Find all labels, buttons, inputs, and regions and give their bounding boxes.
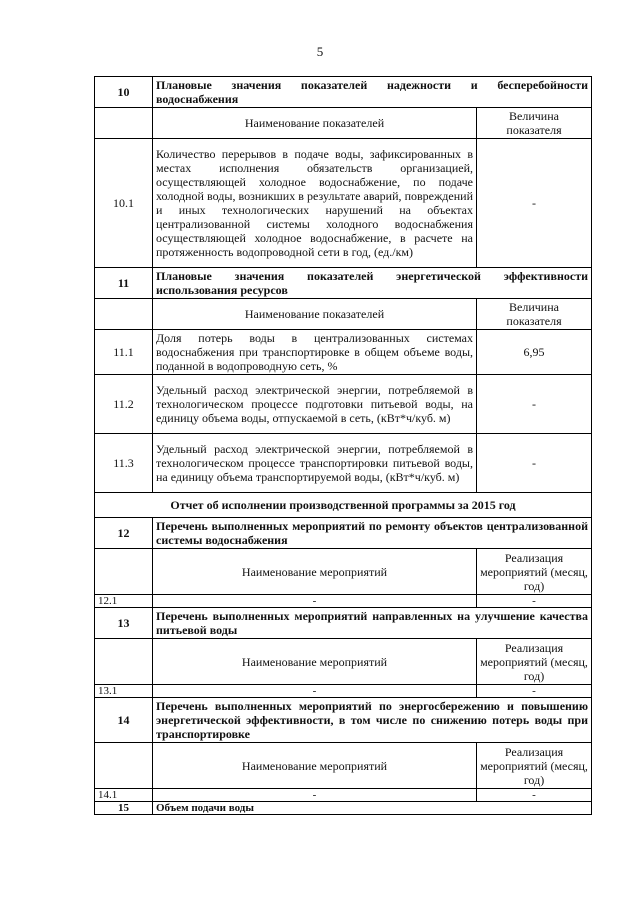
data-row-11-2 xyxy=(95,375,592,434)
section-title: Перечень выполненных мероприятий направленных на улучшение качества питьевой воды xyxy=(153,608,592,639)
activity-name: - xyxy=(153,789,477,802)
report-title: Отчет об исполнении производственной программы за 2015 год xyxy=(95,493,592,518)
program-table xyxy=(94,76,592,815)
row-number: 11.1 xyxy=(95,330,153,375)
row-number: 14.1 xyxy=(95,789,153,802)
row-number: 13.1 xyxy=(95,685,153,698)
activity-name: - xyxy=(153,595,477,608)
column-header-value: Величина показателя xyxy=(477,299,592,330)
indicator-value: 6,95 xyxy=(477,330,592,375)
activity-date: - xyxy=(477,595,592,608)
section-number: 15 xyxy=(95,802,153,815)
column-header-value: Реализация мероприятий (месяц, год) xyxy=(477,549,592,595)
header-row-13 xyxy=(95,639,592,685)
indicator-value: - xyxy=(477,434,592,493)
column-header-name: Наименование мероприятий xyxy=(153,743,477,789)
activity-date: - xyxy=(477,685,592,698)
column-header-name: Наименование мероприятий xyxy=(153,639,477,685)
header-row-12 xyxy=(95,549,592,595)
indicator-name: Доля потерь воды в централизованных системах водоснабжения при транспортировке в общем объеме воды, поданной в водопроводную сеть, % xyxy=(153,330,477,375)
activity-name: - xyxy=(153,685,477,698)
data-row-12-1 xyxy=(95,595,592,608)
column-header-name: Наименование показателей xyxy=(153,108,477,139)
indicator-value: - xyxy=(477,375,592,434)
section-number: 14 xyxy=(95,698,153,743)
section-number: 13 xyxy=(95,608,153,639)
activity-date: - xyxy=(477,789,592,802)
section-row-12 xyxy=(95,518,592,549)
row-number: 10.1 xyxy=(95,139,153,268)
column-header-name: Наименование показателей xyxy=(153,299,477,330)
data-row-14-1 xyxy=(95,789,592,802)
indicator-value: - xyxy=(477,139,592,268)
section-row-14 xyxy=(95,698,592,743)
column-header-value: Реализация мероприятий (месяц, год) xyxy=(477,743,592,789)
page-number: 5 xyxy=(316,44,324,59)
section-number: 11 xyxy=(95,268,153,299)
header-row-10 xyxy=(95,108,592,139)
data-row-11-3 xyxy=(95,434,592,493)
header-row-11 xyxy=(95,299,592,330)
data-row-11-1 xyxy=(95,330,592,375)
report-row xyxy=(95,493,592,518)
section-row-13 xyxy=(95,608,592,639)
indicator-name: Удельный расход электрической энергии, потребляемой в технологическом процессе транспортировки питьевой воды, на единицу объема транспортируемой воды, (кВт*ч/куб. м) xyxy=(153,434,477,493)
section-number: 10 xyxy=(95,77,153,108)
section-row-10 xyxy=(95,77,592,108)
section-title: Перечень выполненных мероприятий по энергосбережению и повышению энергетической эффективности, в том числе по снижению потерь воды при транспортировке xyxy=(153,698,592,743)
column-header-value: Реализация мероприятий (месяц, год) xyxy=(477,639,592,685)
data-row-13-1 xyxy=(95,685,592,698)
row-number: 11.3 xyxy=(95,434,153,493)
section-title: Плановые значения показателей надежности и бесперебойности водоснабжения xyxy=(153,77,592,108)
row-number: 11.2 xyxy=(95,375,153,434)
indicator-name: Количество перерывов в подаче воды, зафиксированных в местах исполнения обязательств организацией, осуществляющей холодное водоснабжение, по подаче холодной воды, возникших в результате аварий, повреждений и иных технологических нарушений на объектах централизованной системы холодного водоснабжения осуществляющей холодное водоснабжение, в расчете на протяженность водопроводной сети в год, (ед./км) xyxy=(153,139,477,268)
section-row-11 xyxy=(95,268,592,299)
row-number: 12.1 xyxy=(95,595,153,608)
section-title: Перечень выполненных мероприятий по ремонту объектов централизованной системы водоснабжения xyxy=(153,518,592,549)
data-row-10-1 xyxy=(95,139,592,268)
section-title: Объем подачи воды xyxy=(153,802,592,815)
column-header-value: Величина показателя xyxy=(477,108,592,139)
column-header-name: Наименование мероприятий xyxy=(153,549,477,595)
section-number: 12 xyxy=(95,518,153,549)
header-row-14 xyxy=(95,743,592,789)
section-title: Плановые значения показателей энергетической эффективности использования ресурсов xyxy=(153,268,592,299)
indicator-name: Удельный расход электрической энергии, потребляемой в технологическом процессе подготовки питьевой воды, на единицу объема воды, отпускаемой в сеть, (кВт*ч/куб. м) xyxy=(153,375,477,434)
section-row-15 xyxy=(95,802,592,815)
